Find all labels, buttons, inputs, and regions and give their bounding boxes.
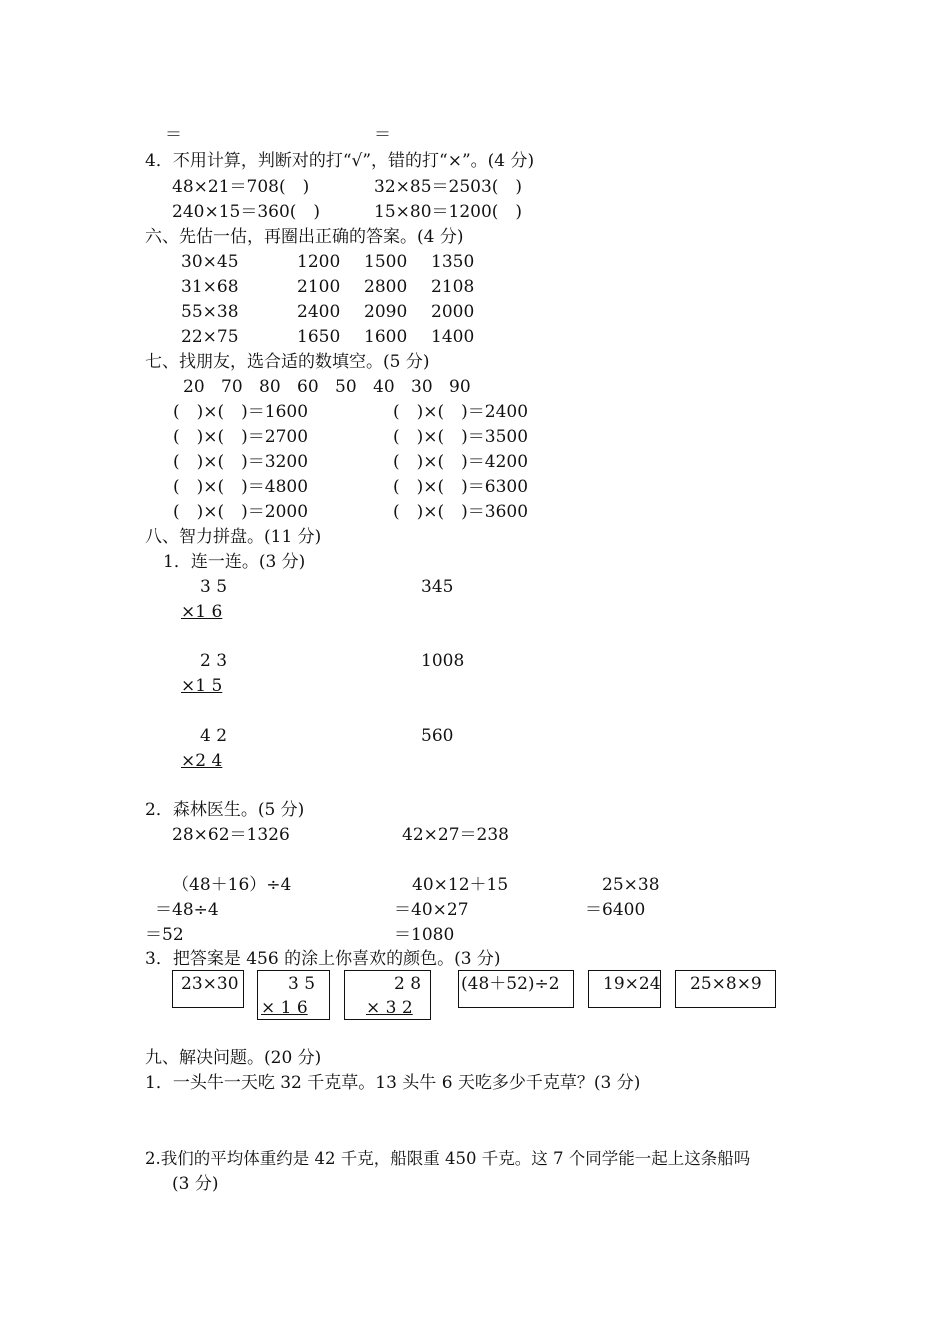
problem-1: 1．一头牛一天吃 32 千克草。13 头牛 6 天吃多少千克草？(3 分) [145,1073,641,1093]
doctor-expr-c2: ＝48÷4 [155,900,219,920]
number-choice: 80 [259,377,281,397]
estimate-option[interactable]: 2100 [297,277,341,297]
number-choice: 60 [297,377,319,397]
section-8-title: 八、智力拼盘。(11 分) [145,527,322,547]
color-box-5[interactable] [588,970,661,1008]
doctor-expr-a: 28×62＝1326 [172,825,290,845]
color-box-4[interactable] [458,970,574,1008]
estimate-option[interactable]: 1500 [364,252,408,272]
judge-item-4: 15×80＝1200( ) [374,202,523,222]
vertical-mult-bottom-3: ×2 4 [181,751,223,771]
judge-item-1: 48×21＝708( ) [172,177,310,197]
section-6-title: 六、先估一估，再圈出正确的答案。(4 分) [145,227,464,247]
number-choice: 40 [373,377,395,397]
fill-blank-right-1[interactable]: ( )×( )＝2400 [393,402,529,422]
color-box-6-text: 25×8×9 [690,974,762,994]
estimate-expr-4: 22×75 [181,327,239,347]
estimate-option[interactable]: 1400 [431,327,475,347]
q8-3-title: 3．把答案是 456 的涂上你喜欢的颜色。(3 分) [145,949,501,969]
doctor-expr-c1: （48＋16）÷4 [172,875,292,895]
color-box-3[interactable] [344,970,431,1020]
estimate-expr-1: 30×45 [181,252,239,272]
color-box-2[interactable] [257,970,330,1020]
color-box-3-bottom: × 3 2 [366,998,413,1018]
fill-blank-right-2[interactable]: ( )×( )＝3500 [393,427,529,447]
fill-blank-left-1[interactable]: ( )×( )＝1600 [173,402,309,422]
estimate-option[interactable]: 1350 [431,252,475,272]
match-answer-2[interactable]: 1008 [421,651,465,671]
fill-blank-right-5[interactable]: ( )×( )＝3600 [393,502,529,522]
estimate-expr-3: 55×38 [181,302,239,322]
estimate-option[interactable]: 1650 [297,327,341,347]
color-box-2-top: 3 5 [288,974,316,994]
estimate-option[interactable]: 2108 [431,277,475,297]
vertical-mult-top-1: 3 5 [200,577,228,597]
number-choice: 70 [221,377,243,397]
number-choice: 30 [411,377,433,397]
color-box-1-text: 23×30 [181,974,239,994]
equals-sign-left: ＝ [165,125,182,145]
judge-item-3: 240×15＝360( ) [172,202,321,222]
fill-blank-left-2[interactable]: ( )×( )＝2700 [173,427,309,447]
estimate-expr-2: 31×68 [181,277,239,297]
estimate-option[interactable]: 2800 [364,277,408,297]
estimate-option[interactable]: 2090 [364,302,408,322]
estimate-option[interactable]: 1200 [297,252,341,272]
problem-2-line-1: 2.我们的平均体重约是 42 千克，船限重 450 千克。这 7 个同学能一起上这条船吗 [145,1149,751,1168]
color-box-1[interactable] [172,970,244,1008]
color-box-3-top: 2 8 [394,974,422,994]
judge-item-2: 32×85＝2503( ) [374,177,523,197]
equals-sign-right: ＝ [374,125,391,145]
fill-blank-right-4[interactable]: ( )×( )＝6300 [393,477,529,497]
vertical-mult-top-3: 4 2 [200,726,228,746]
color-box-6[interactable] [675,970,776,1008]
fill-blank-right-3[interactable]: ( )×( )＝4200 [393,452,529,472]
q8-2-title: 2．森林医生。(5 分) [145,800,305,820]
section-4-title: 4．不用计算，判断对的打“√”，错的打“×”。(4 分) [145,151,535,171]
problem-2-line-2: (3 分) [172,1174,219,1194]
estimate-option[interactable]: 2400 [297,302,341,322]
doctor-expr-b: 42×27＝238 [402,825,509,845]
doctor-expr-d2: ＝40×27 [394,900,469,920]
fill-blank-left-4[interactable]: ( )×( )＝4800 [173,477,309,497]
fill-blank-left-3[interactable]: ( )×( )＝3200 [173,452,309,472]
color-box-5-text: 19×24 [603,974,661,994]
estimate-option[interactable]: 1600 [364,327,408,347]
number-choice: 90 [449,377,471,397]
doctor-expr-d1: 40×12＋15 [412,875,509,895]
estimate-option[interactable]: 2000 [431,302,475,322]
doctor-expr-c3: ＝52 [145,925,184,945]
doctor-expr-d3: ＝1080 [394,925,455,945]
vertical-mult-top-2: 2 3 [200,651,228,671]
number-choice: 20 [183,377,205,397]
color-box-2-bottom: × 1 6 [261,998,308,1018]
match-answer-3[interactable]: 560 [421,726,454,746]
match-answer-1[interactable]: 345 [421,577,454,597]
vertical-mult-bottom-1: ×1 6 [181,602,223,622]
doctor-expr-e2: ＝6400 [585,900,646,920]
doctor-expr-e1: 25×38 [602,875,660,895]
section-7-title: 七、找朋友，选合适的数填空。(5 分) [145,352,430,372]
number-choice: 50 [335,377,357,397]
q8-1-title: 1．连一连。(3 分) [163,552,306,572]
fill-blank-left-5[interactable]: ( )×( )＝2000 [173,502,309,522]
vertical-mult-bottom-2: ×1 5 [181,676,223,696]
section-9-title: 九、解决问题。(20 分) [145,1048,322,1068]
color-box-4-text: (48＋52)÷2 [461,974,560,994]
